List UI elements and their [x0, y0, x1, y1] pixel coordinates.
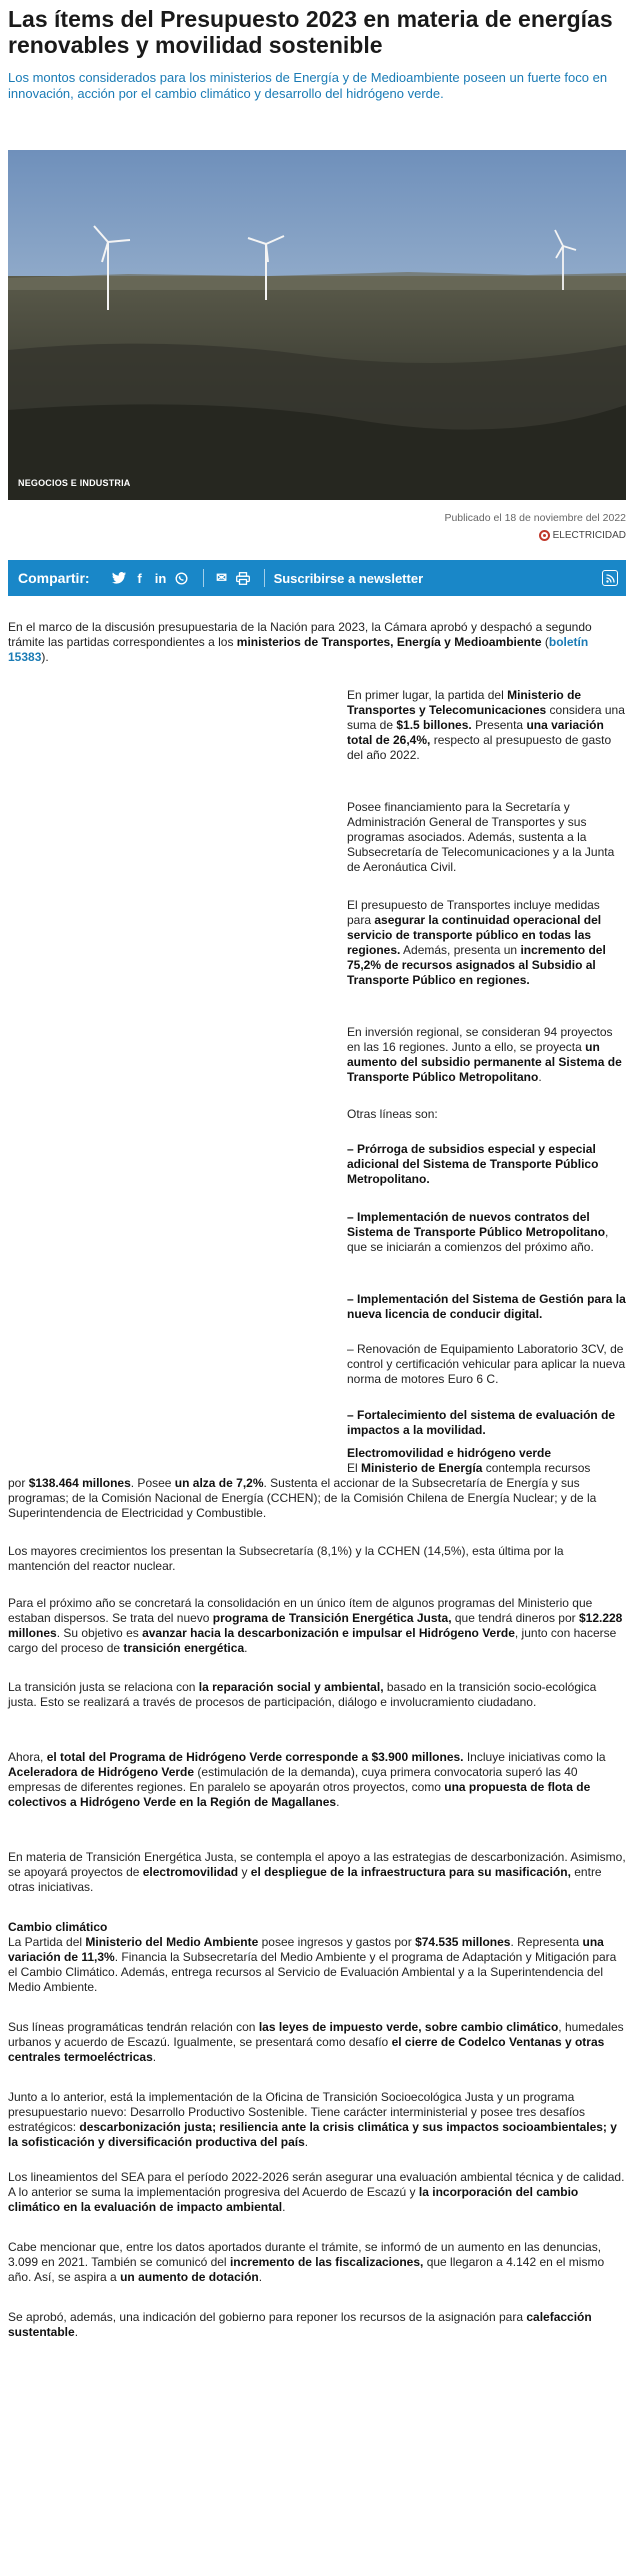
- transport-item-5: – Fortalecimiento del sistema de evaluación de impactos a la movilidad.: [347, 1408, 616, 1437]
- publish-date: Publicado el 18 de noviembre del 2022: [444, 512, 626, 524]
- energy-paragraph-2: Los mayores crecimientos los presentan la Subsecretaría (8,1%) y la CCHEN (14,5%), esta última por la mantención del reactor nuclear.: [8, 1544, 564, 1573]
- climate-paragraph-6: Se aprobó, además, una indicación del gobierno para reponer los recursos de la asignación para calefacción sustentable.: [8, 2310, 592, 2339]
- twitter-icon[interactable]: [110, 569, 128, 587]
- transport-item-2: – Implementación de nuevos contratos del Sistema de Transporte Público Metropolitano, que se iniciarán a comienzos del próximo año.: [347, 1210, 609, 1254]
- category-label: ELECTRICIDAD: [552, 530, 626, 541]
- energy-heading: Electromovilidad e hidrógeno verde: [347, 1446, 552, 1460]
- hero-image: [8, 150, 626, 500]
- climate-paragraph-5: Cabe mencionar que, entre los datos aportados durante el trámite, se informó de un aumento en las denuncias, 3.099 en 2021. También se comunicó del incremento de las fiscalizaciones, que llegaron a 4.142 en el mismo año. Así, se aspira a un aumento de dotación.: [8, 2240, 605, 2284]
- transport-paragraph-2: Posee financiamiento para la Secretaría y Administración General de Transportes y sus programas asociados. Además, sustenta a la Subsecretaría de Telecomunicaciones y a la Junta de Aeronáutica Civil.: [347, 800, 615, 874]
- rss-icon[interactable]: [602, 570, 618, 586]
- energy-paragraph-1: por $138.464 millones. Posee un alza de 7,2%. Sustenta el accionar de la Subsecretaría de Energía y sus programas; de la Comisión Nacional de Energía (CCHEN); de la Comisión Chilena de Energía Nuclear; y de la Superintendencia de Electricidad y Combustible.: [8, 1476, 597, 1520]
- energy-paragraph-5: Ahora, el total del Programa de Hidrógeno Verde corresponde a $3.900 millones. Incluye iniciativas como la Aceleradora de Hidrógeno Verde (estimulación de la demanda), cuya primera convocatoria superó las 40 empresas de diferentes regiones. En paralelo se apoyarán otros proyectos, como una propuesta de flota de colectivos a Hidrógeno Verde en la Región de Magallanes.: [8, 1750, 606, 1809]
- share-bar: [8, 560, 626, 596]
- email-icon[interactable]: ✉: [216, 570, 228, 585]
- article-title: Las ítems del Presupuesto 2023 en materia de energías renovables y movilidad sostenible: [8, 6, 613, 58]
- category-tag[interactable]: [539, 530, 626, 541]
- energy-paragraph-6: En materia de Transición Energética Justa, se contempla el apoyo a las estrategias de descarbonización. Asimismo, se apoyará proyectos de electromovilidad y el despliegue de la infraestructura para su masificación, entre otras iniciativas.: [8, 1850, 626, 1894]
- whatsapp-icon[interactable]: [173, 569, 191, 587]
- print-icon[interactable]: [234, 569, 252, 587]
- hero-caption: NEGOCIOS E INDUSTRIA: [18, 478, 131, 488]
- transport-item-3: – Implementación del Sistema de Gestión para la nueva licencia de conducir digital.: [347, 1292, 626, 1321]
- wind-turbine-landscape: [8, 150, 626, 500]
- boletin-link[interactable]: boletín 15383: [8, 635, 589, 664]
- climate-paragraph-3: Junto a lo anterior, está la implementación de la Oficina de Transición Socioecológica Justa y un programa presupuestario nuevo: Desarrollo Productivo Sostenible. Tiene carácter interministerial y posee tres desafíos estratégicos: descarbonización justa; resiliencia ante la crisis climática y sus impactos socioambientales; y la sofisticación y diversificación productiva del país.: [8, 2090, 617, 2149]
- share-label: Compartir:: [18, 570, 90, 586]
- transport-paragraph-1: En primer lugar, la partida del Ministerio de Transportes y Telecomunicaciones considera una suma de $1.5 billones. Presenta una variación total de 26,4%, respecto al presupuesto de gasto del año 2022.: [347, 688, 625, 762]
- transport-other-lines: Otras líneas son:: [347, 1107, 438, 1121]
- transport-paragraph-3: El presupuesto de Transportes incluye medidas para asegurar la continuidad operacional del servicio de transporte público en todas las regiones. Además, presenta un incremento del 75,2% de recursos asignados al Subsidio al Transporte Público en regiones.: [347, 898, 606, 987]
- facebook-icon[interactable]: f: [137, 570, 142, 586]
- linkedin-icon[interactable]: in: [154, 570, 167, 586]
- intro-paragraph: En el marco de la discusión presupuestaria de la Nación para 2023, la Cámara aprobó y despachó a segundo trámite las partidas correspondientes a los ministerios de Transportes, Energía y Medioambiente (boletín 15383).: [8, 620, 592, 664]
- subscribe-newsletter-link[interactable]: Suscribirse a newsletter: [273, 570, 424, 586]
- climate-paragraph-2: Sus líneas programáticas tendrán relación con las leyes de impuesto verde, sobre cambio climático, humedales urbanos y acuerdo de Escazú. Igualmente, se presentará como desafío el cierre de Codelco Ventanas y otras centrales termoeléctricas.: [8, 2020, 624, 2064]
- category-icon: [539, 530, 550, 541]
- share-divider: [264, 569, 265, 587]
- climate-paragraph-1: La Partida del Ministerio del Medio Ambiente posee ingresos y gastos por $74.535 millones. Representa una variación de 11,3%. Financia la Subsecretaría del Medio Ambiente y el programa de Adaptación y Mitigación para el Cambio Climático. Además, entrega recursos al Servicio de Evaluación Ambiental y a la Superintendencia del Medio Ambiente.: [8, 1935, 617, 1994]
- energy-paragraph-3: Para el próximo año se concretará la consolidación en un único ítem de algunos programas del Ministerio que estaban dispersos. Se trata del nuevo programa de Transición Energética Justa, que tendrá dineros por $12.228 millones. Su objetivo es avanzar hacia la descarbonización e impulsar el Hidrógeno Verde, junto con hacerse cargo del proceso de transición energética.: [8, 1596, 623, 1655]
- article-subtitle: Los montos considerados para los ministerios de Energía y de Medioambiente poseen un fuerte foco en innovación, acción por el cambio climático y desarrollo del hidrógeno verde.: [8, 70, 608, 101]
- transport-item-1: – Prórroga de subsidios especial y especial adicional del Sistema de Transporte Público Metropolitano.: [347, 1142, 599, 1186]
- energy-paragraph-1-start: El Ministerio de Energía contempla recursos: [347, 1461, 591, 1475]
- energy-paragraph-4: La transición justa se relaciona con la reparación social y ambiental, basado en la transición socio-ecológica justa. Esto se realizará a través de procesos de participación, diálogo e involucramiento ciudadano.: [8, 1680, 597, 1709]
- climate-paragraph-4: Los lineamientos del SEA para el período 2022-2026 serán asegurar una evaluación ambiental técnica y de calidad. A lo anterior se suma la implementación progresiva del Acuerdo de Escazú y la incorporación del cambio climático en la evaluación de impacto ambiental.: [8, 2170, 625, 2214]
- transport-paragraph-4: En inversión regional, se consideran 94 proyectos en las 16 regiones. Junto a ello, se proyecta un aumento del subsidio permanente al Sistema de Transporte Público Metropolitano.: [347, 1025, 622, 1084]
- climate-heading: Cambio climático: [8, 1920, 108, 1934]
- transport-item-4: – Renovación de Equipamiento Laboratorio 3CV, de control y certificación vehicular para aplicar la nueva norma de motores Euro 6 C.: [347, 1342, 626, 1386]
- share-divider: [203, 569, 204, 587]
